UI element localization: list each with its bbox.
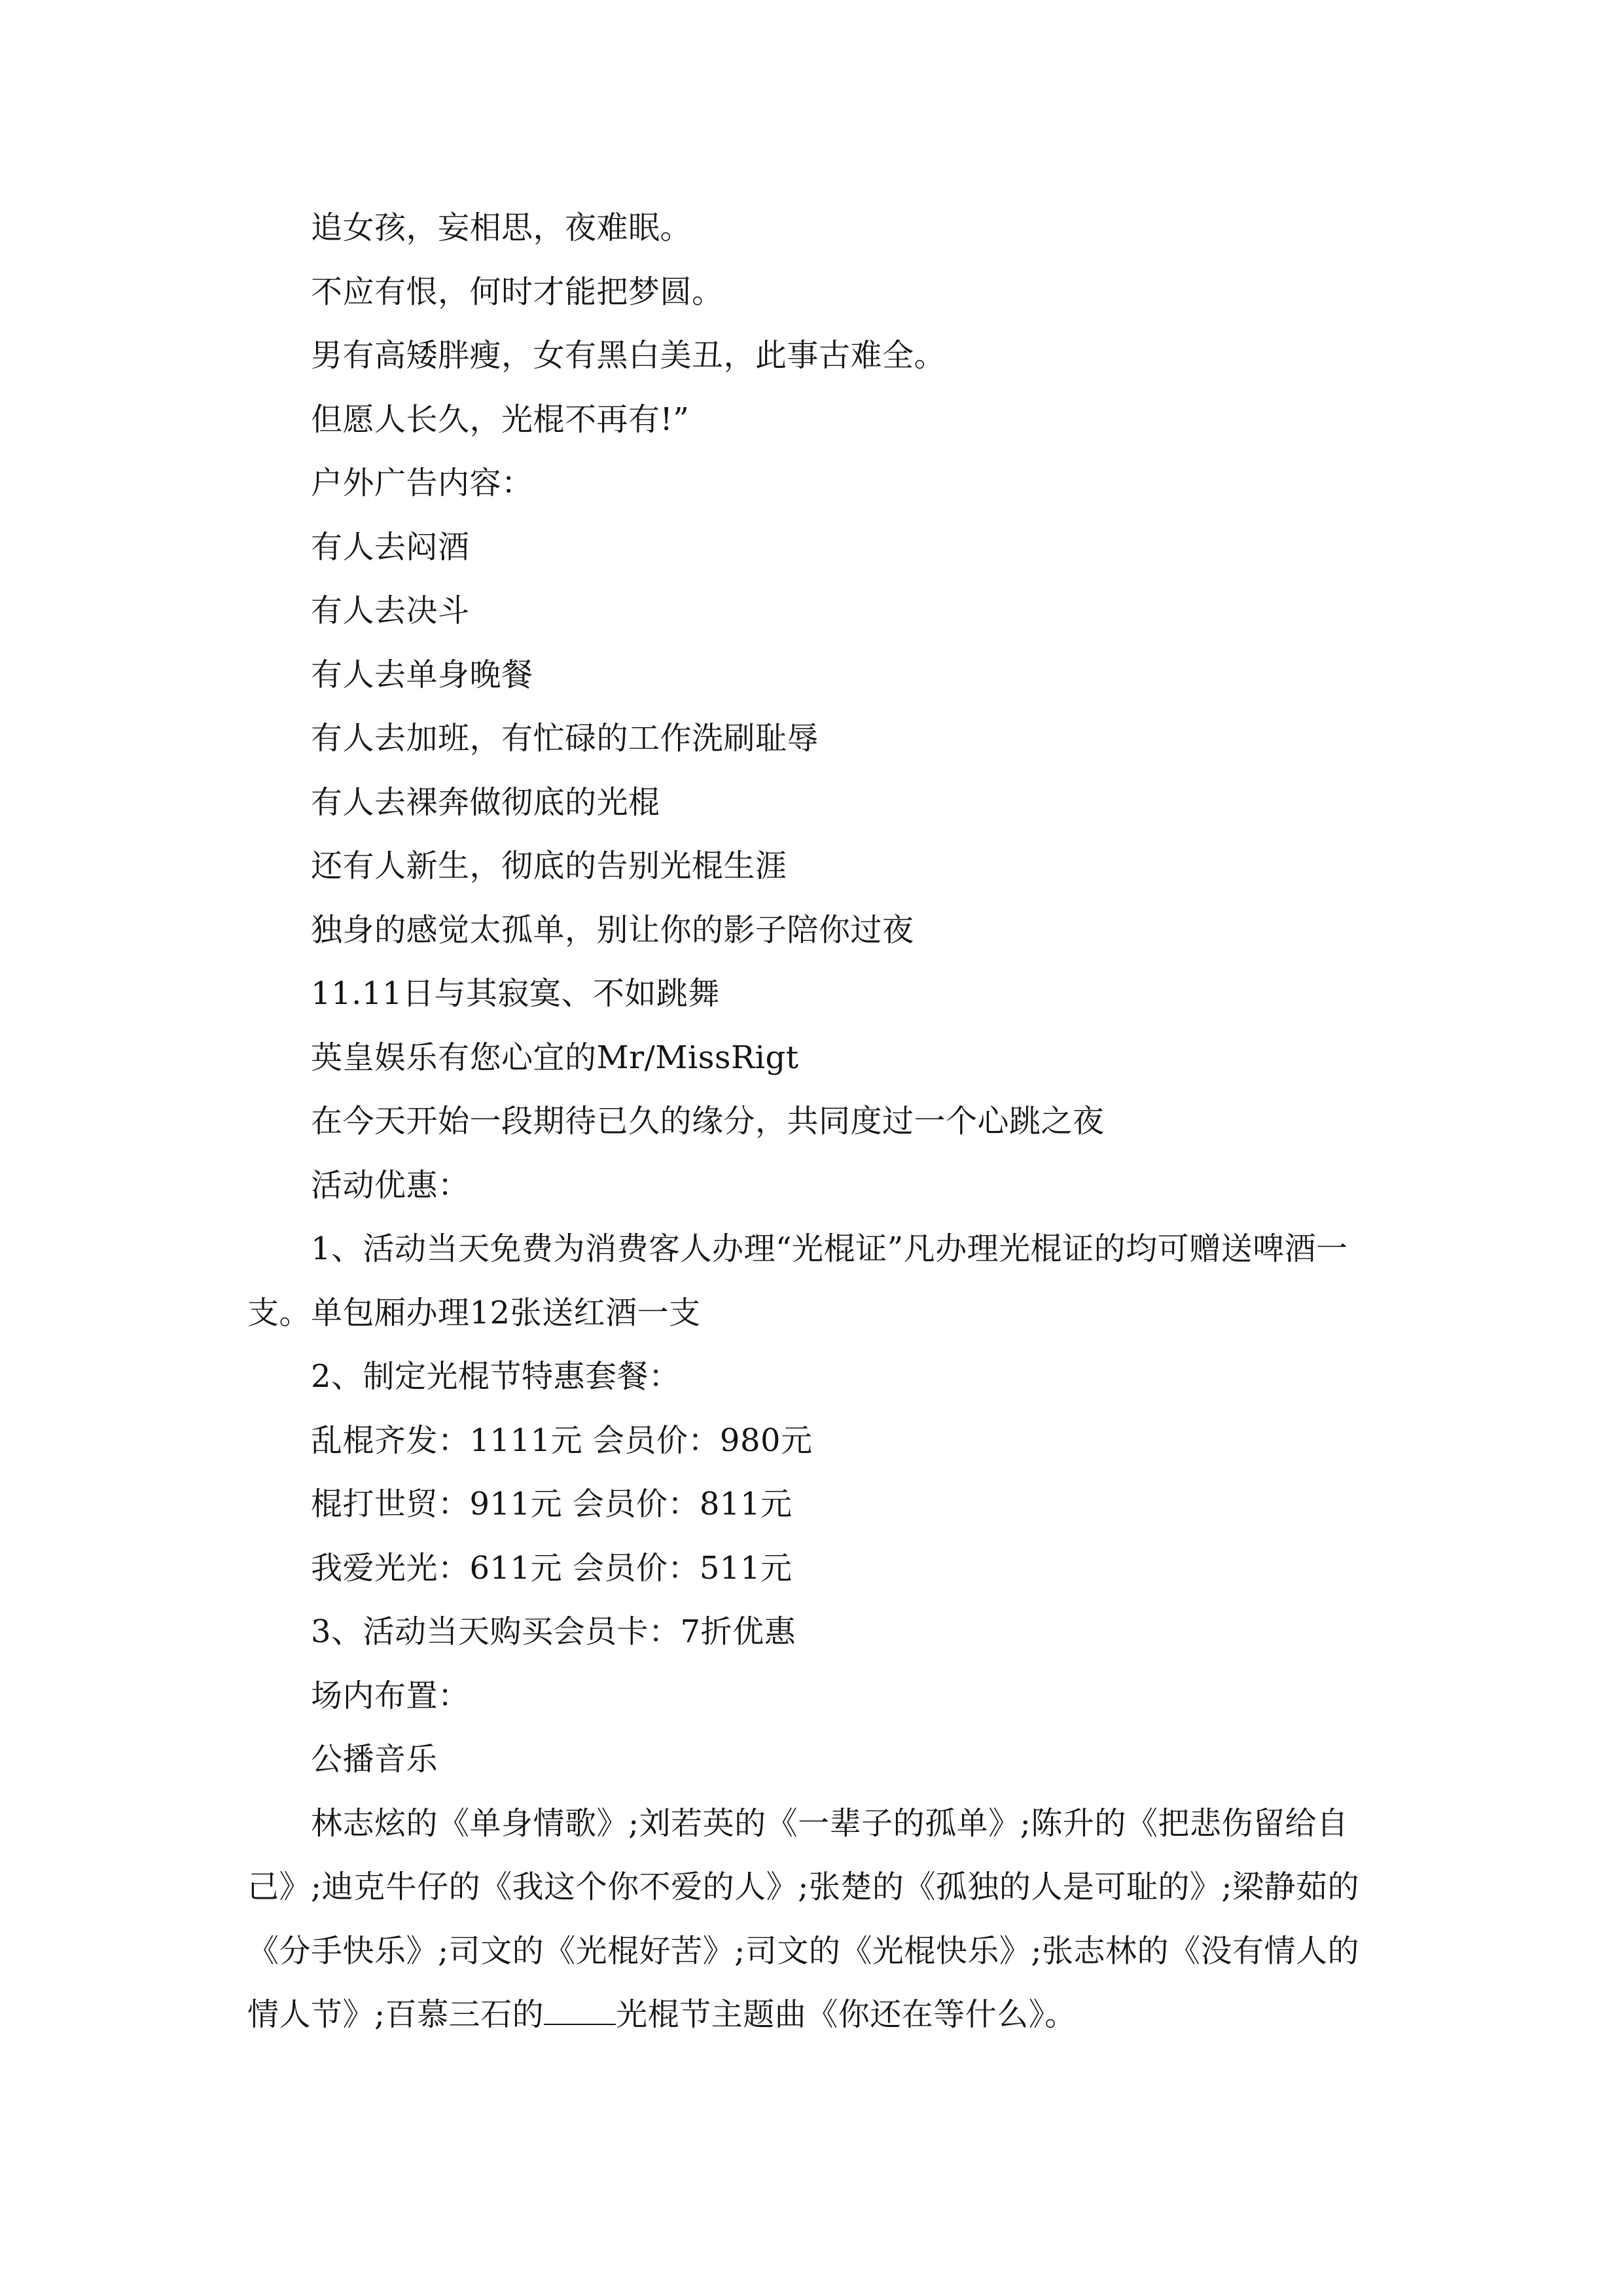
package-item: 乱棍齐发：1111元 会员价：980元	[311, 1422, 813, 1459]
promotion-item-1: 1、活动当天免费为消费客人办理“光棍证”凡办理光棍证的均可赠送啤酒一支。单包厢办理12张送红酒一支	[247, 1230, 1348, 1331]
music-list-paragraph	[247, 1792, 1380, 2047]
text-line: 追女孩，妄相思，夜难眠。	[311, 209, 692, 246]
text-line: 有人去裸奔做彻底的光棍	[311, 783, 660, 821]
text-line: 男有高矮胖瘦，女有黑白美丑，此事古难全。	[311, 337, 946, 374]
text-line: 独身的感觉太孤单，别让你的影子陪你过夜	[311, 911, 914, 948]
text-line: 在今天开始一段期待已久的缘分，共同度过一个心跳之夜	[311, 1103, 1105, 1139]
document-body	[247, 196, 1380, 2047]
music-list-text-end: 光棍节主题曲《你还在等什么》。	[616, 1996, 1077, 2033]
text-line: 不应有恨，何时才能把梦圆。	[311, 273, 724, 310]
text-line: 还有人新生，彻底的告别光棍生涯	[311, 848, 787, 884]
text-line: 有人去单身晚餐	[311, 656, 533, 693]
promotion-item-3: 3、活动当天购买会员卡：7折优惠	[311, 1613, 796, 1650]
music-list-text: 林志炫的《单身情歌》;刘若英的《一辈子的孤单》;陈升的《把悲伤留给自己》;迪克牛仔的《我这个你不爱的人》;张楚的《孤独的人是可耻的》;梁静茹的《分手快乐》;司文的《光棍好苦》;司文的《光棍快乐》;张志林的《没有情人的情人节》;百慕三石的	[247, 1804, 1360, 2033]
text-line: 有人去加班，有忙碌的工作洗刷耻辱	[311, 720, 819, 757]
promotion-item-2: 2、制定光棍节特惠套餐：	[311, 1358, 681, 1395]
text-line: 有人去决斗	[311, 592, 470, 629]
package-item: 我爱光光：611元 会员价：511元	[311, 1549, 793, 1587]
section-heading-promotion: 活动优惠：	[311, 1166, 470, 1204]
text-line: 有人去闷酒	[311, 528, 470, 565]
section-heading-venue: 场内布置：	[311, 1677, 470, 1714]
text-line: 11.11日与其寂寞、不如跳舞	[311, 975, 720, 1012]
section-heading-outdoor-ad: 户外广告内容：	[311, 465, 533, 501]
blank-underline	[544, 1998, 616, 2025]
text-line: 公播音乐	[311, 1741, 438, 1778]
text-line: 英皇娱乐有您心宜的Mr/MissRigt	[311, 1039, 799, 1076]
package-item: 棍打世贸：911元 会员价：811元	[311, 1486, 793, 1522]
text-line: 但愿人长久，光棍不再有!”	[311, 401, 690, 438]
